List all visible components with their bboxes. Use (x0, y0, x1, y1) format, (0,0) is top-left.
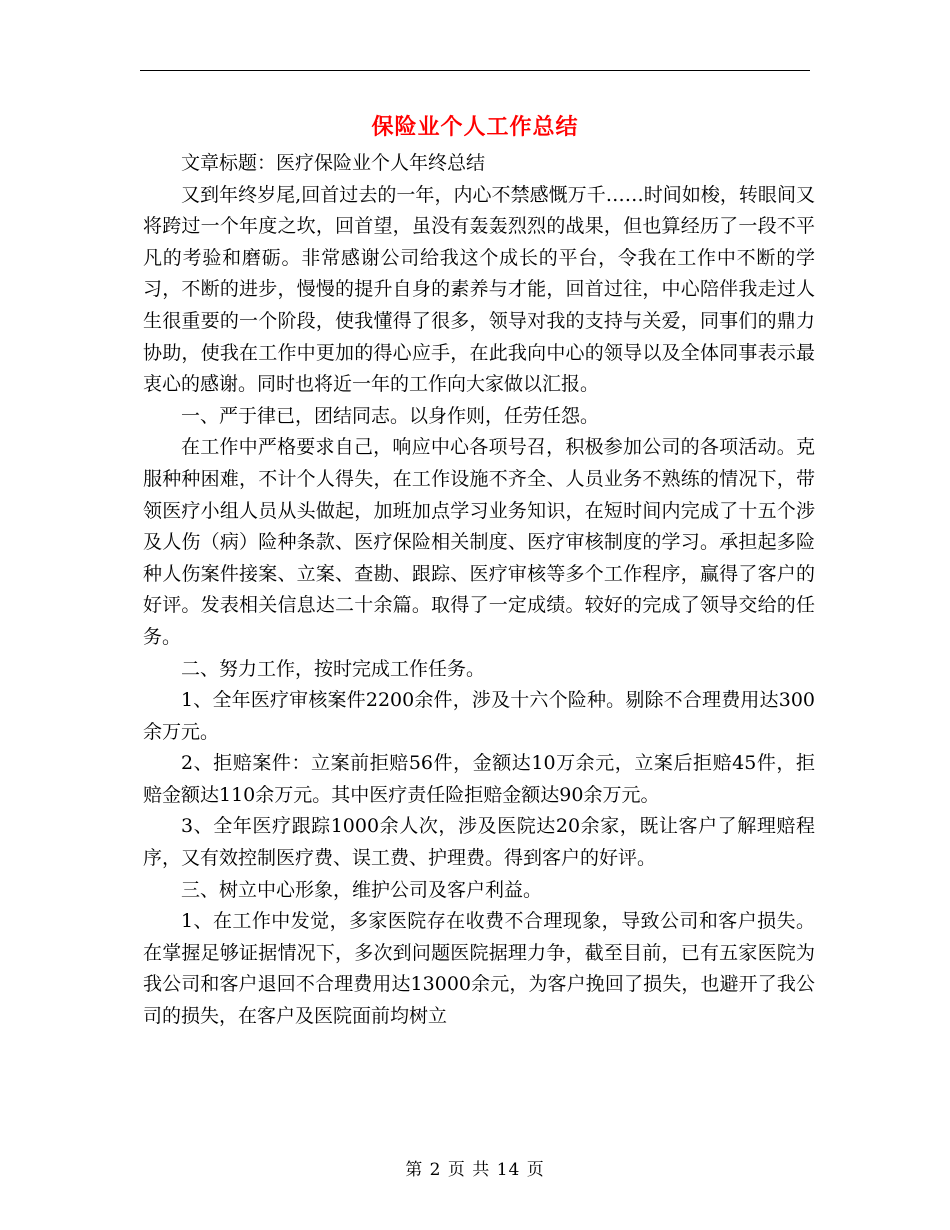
header-rule (140, 70, 810, 71)
section-2-item-1: 1、全年医疗审核案件2200余件，涉及十六个险种。剔除不合理费用达300余万元。 (143, 689, 815, 743)
article-subtitle: 文章标题：医疗保险业个人年终总结 (181, 152, 486, 174)
section-1-paragraph: 在工作中严格要求自己，响应中心各项号召，积极参加公司的各项活动。克服种种困难，不计个人得失，在工作设施不齐全、人员业务不熟练的情况下，带领医疗小组人员从头做起，加班加点学习业务知识，在短时间内完成了十五个涉及人伤（病）险种条款、医疗保险相关制度、医疗审核制度的学习。承担起多险种人伤案件接案、立案、查勘、跟踪、医疗审核等多个工作程序，赢得了客户的好评。发表相关信息达二十余篇。取得了一定成绩。较好的完成了领导交给的任务。 (143, 436, 815, 648)
section-3-item-1: 1、在工作中发觉，多家医院存在收费不合理现象，导致公司和客户损失。在掌握足够证据情况下，多次到问题医院据理力争，截至目前，已有五家医院为我公司和客户退回不合理费用达13000余元，为客户挽回了损失，也避开了我公司的损失，在客户及医院面前均树立 (143, 910, 815, 1028)
intro-paragraph: 又到年终岁尾,回首过去的一年，内心不禁感慨万千……时间如梭，转眼间又将跨过一个年度之坎，回首望，虽没有轰轰烈烈的战果，但也算经历了一段不平凡的考验和磨砺。非常感谢公司给我这个成长的平台，令我在工作中不断的学习，不断的进步，慢慢的提升自身的素养与才能，回首过往，中心陪伴我走过人生很重要的一个阶段，使我懂得了很多，领导对我的支持与关爱，同事们的鼎力协助，使我在工作中更加的得心应手，在此我向中心的领导以及全体同事表示最衷心的感谢。同时也将近一年的工作向大家做以汇报。 (143, 183, 815, 396)
section-heading-2: 二、努力工作，按时完成工作任务。 (181, 657, 486, 680)
page-number-footer: 第 2 页 共 14 页 (405, 1160, 545, 1180)
section-2-item-3: 3、全年医疗跟踪1000余人次，涉及医院达20余家，既让客户了解理赔程序，又有效控制医疗费、误工费、护理费。得到客户的好评。 (143, 815, 815, 870)
document-body (143, 148, 815, 1033)
document-title: 保险业个人工作总结 (371, 114, 579, 140)
section-heading-3: 三、树立中心形象，维护公司及客户利益。 (181, 878, 543, 901)
section-2-item-2: 2、拒赔案件：立案前拒赔56件，金额达10万余元，立案后拒赔45件，拒赔金额达110余万元。其中医疗责任险拒赔金额达90余万元。 (143, 752, 815, 806)
section-heading-1: 一、严于律已，团结同志。以身作则，任劳任怨。 (181, 404, 600, 427)
